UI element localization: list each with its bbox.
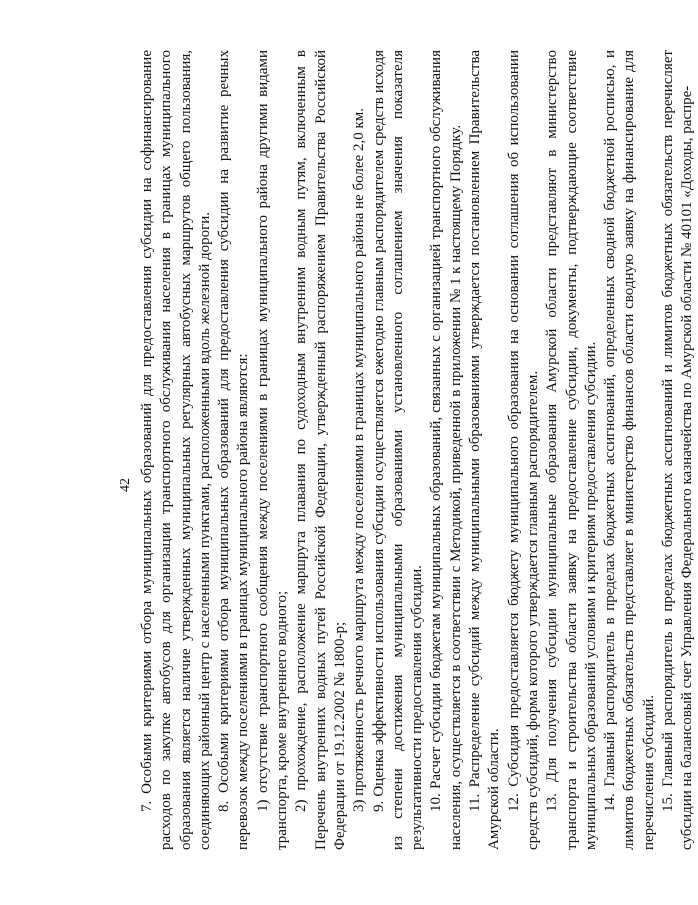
paragraph-8-item-3: 3) протяженность речного маршрута между поселениями в границах муниципального района не более 2,0 км.: [351, 108, 368, 812]
paragraph-7: 7. Особыми критериями отбора муниципальных образований для предоставления субсидии на софинансирование расходов по закупке автобусов для организации транспортного обслуживания населения в границах муниципального образования является наличие утвержденных муниципальных регулярных автобусных маршрутов общего пользования, соединяющих районный центр с населенными пунктами, расположенными вдоль железной дороги.: [139, 50, 213, 850]
paragraph-8-item-1: 1) отсутствие транспортного сообщения между поселениями в границах муниципального района другими видами транспорта, кроме внутреннего водного;: [254, 50, 291, 850]
rotated-page-content: [80, 50, 696, 850]
document-body: [138, 50, 696, 850]
paragraph-13: 13. Для получения субсидии муниципальные образования Амурской области представляют в министерство транспорта и строительства области заявку на предоставление субсидии, документы, подтверждающие соответствие муниципальных образований условиям и критериям предоставления субсидии.: [544, 50, 599, 850]
paragraph-8-item-2: 2) прохождение, расположение маршрута плавания по судоходным внутренним водным путям, включенным в Перечень внутренних водных путей Российской Федерации, утвержденный распоряжением Правительства Российской Федерации от 19.12.2002 № 1800-р;: [293, 50, 348, 850]
paragraph-9: 9. Оценка эффективности использования субсидии осуществляется ежегодно главным распорядителем средств исходя из степени достижения муниципальными образованиями установленного соглашением значения показателя результативности предоставления субсидии.: [370, 50, 426, 850]
paragraph-11: 11. Распределение субсидий между муниципальными образованиями утверждается постановлением Правительства Амурской области.: [467, 50, 503, 850]
paragraph-15: 15. Главный распорядитель в пределах бюджетных ассигнований и лимитов бюджетных обязательств перечисляет субсидии на балансовый счет Управления Федерального казначейства по Амурской области № 40101 «Доходы, распре-: [660, 50, 696, 850]
paragraph-10: 10. Расчет субсидии бюджетам муниципальных образований, связанных с организацией транспортного обслуживания населения, осуществляется в соответствии с Методикой, приведенной в приложении № 1 к настоящему Порядку.: [428, 50, 464, 850]
paragraph-8: 8. Особыми критериями отбора муниципальных образований для предоставления субсидии на развитие речных перевозок между поселениями в границах муниципального района являются:: [216, 50, 252, 850]
paragraph-12: 12. Субсидия предоставляется бюджету муниципального образования на основании соглашения об использовании средств субсидий, форма которого утверждается главным распорядителем.: [505, 50, 541, 850]
paragraph-14: 14. Главный распорядитель в пределах бюджетных ассигнований, определенных сводной бюджетной росписью, и лимитов бюджетных обязательств представляет в министерство финансов области сводную заявку на финансирование для перечисления субсидий.: [602, 50, 657, 850]
page-number: 42: [118, 478, 133, 492]
